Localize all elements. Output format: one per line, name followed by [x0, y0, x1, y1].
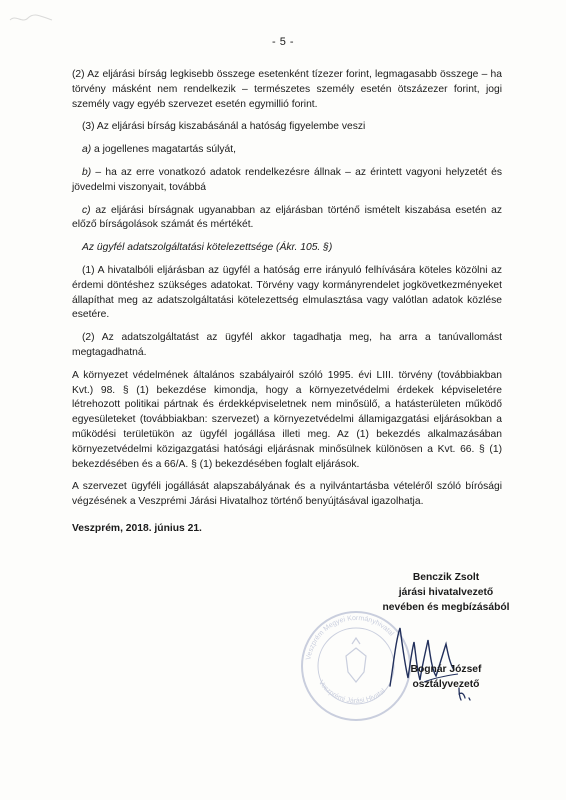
document-date: Veszprém, 2018. június 21. — [72, 522, 202, 534]
signer-title: osztályvezető — [412, 679, 480, 691]
list-item-a — [72, 143, 502, 158]
paragraph-data-obligation: (1) A hivatalbóli eljárásban az ügyfél a hatóság erre irányuló felhívására köteles közölni az érdemi döntéshez szükséges adatokat. Törvény vagy kormányrendelet jogkövetkezményeket állapíthat meg az adatszolgáltatási kötelezettség elmulasztása vagy valótlan adatok közlése esetére. — [72, 264, 502, 321]
list-marker-b: b) — [82, 166, 92, 178]
paragraph-data-refusal: (2) Az adatszolgáltatást az ügyfél akkor tagadhatja meg, ha arra a tanúvallomást megtagadhatná. — [72, 332, 502, 358]
page-number: - 5 - — [271, 36, 295, 48]
paragraph-organization: A szervezet ügyféli jogállását alapszabályának és a nyilvántartásba vételéről szóló bírósági végzésének a Veszprémi Járási Hivatalhoz történő benyújtásával igazolhatja. — [72, 481, 502, 508]
list-text-a: a jogellenes magatartás súlyát, — [91, 144, 236, 156]
paragraph-fine-amount: (2) Az eljárási bírság legkisebb összege esetenként tízezer forint, legmagasabb összege – ha törvény másként nem rendelkezik – természetes személy esetén ötszázezer forint, jogi személy vagy egyéb szervezet esetén egymillió forint. — [72, 69, 502, 110]
signature-block — [356, 571, 536, 693]
scan-artifact-mark — [8, 10, 54, 28]
section-heading: Az ügyfél adatszolgáltatási kötelezettsége (Ákr. 105. §) — [82, 242, 333, 254]
list-text-c: az eljárási bírságnak ugyanabban az eljárásban történő ismételt kiszabása esetén az előző bírságolások számát és mértékét. — [72, 204, 502, 231]
list-marker-c: c) — [82, 204, 91, 216]
signatory-title: járási hivatalvezető — [398, 586, 494, 598]
document-body — [72, 68, 502, 545]
signer-name: Bognár József — [410, 664, 482, 676]
stamp-text-top: Veszprém Megyei Kormányhivatal — [305, 614, 395, 661]
signatory-authority: nevében és megbízásából — [382, 601, 510, 613]
signatory-name: Benczik Zsolt — [412, 572, 480, 583]
list-item-b — [72, 166, 502, 196]
stamp-text-bottom: Veszprémi Járási Hivatal — [316, 679, 387, 705]
handwritten-initial — [456, 686, 476, 702]
paragraph-kvt: A környezet védelmének általános szabályairól szóló 1995. évi LIII. törvény (továbbiakban Kvt.) 98. § (1) bekezdése kimondja, hogy a környezetvédelmi érdekek képviseletére létrehozott politikai pártnak és érdekképviseletnek nem minősülő, a hatásterületen működő egyesületeket (továbbiakban: szervezet) a környezetvédelmi államigazgatási eljárásokban a működési területükön az ügyfél jogállása illeti meg. Az (1) bekezdés alkalmazásában környezetvédelmi közigazgatási hatósági eljárásnak minősülnek különösen a Kvt. 66. § (1) bekezdésében és a 66/A. § (1) bekezdésében foglalt eljárások. — [72, 369, 502, 470]
list-item-c — [72, 204, 502, 234]
paragraph-fine-criteria: (3) Az eljárási bírság kiszabásánál a hatóság figyelembe veszi — [82, 121, 366, 133]
list-marker-a: a) — [82, 144, 92, 156]
list-text-b: – ha az erre vonatkozó adatok rendelkezésre állnak – az érintett vagyoni helyzetét és jövedelmi viszonyait, továbbá — [72, 166, 502, 193]
